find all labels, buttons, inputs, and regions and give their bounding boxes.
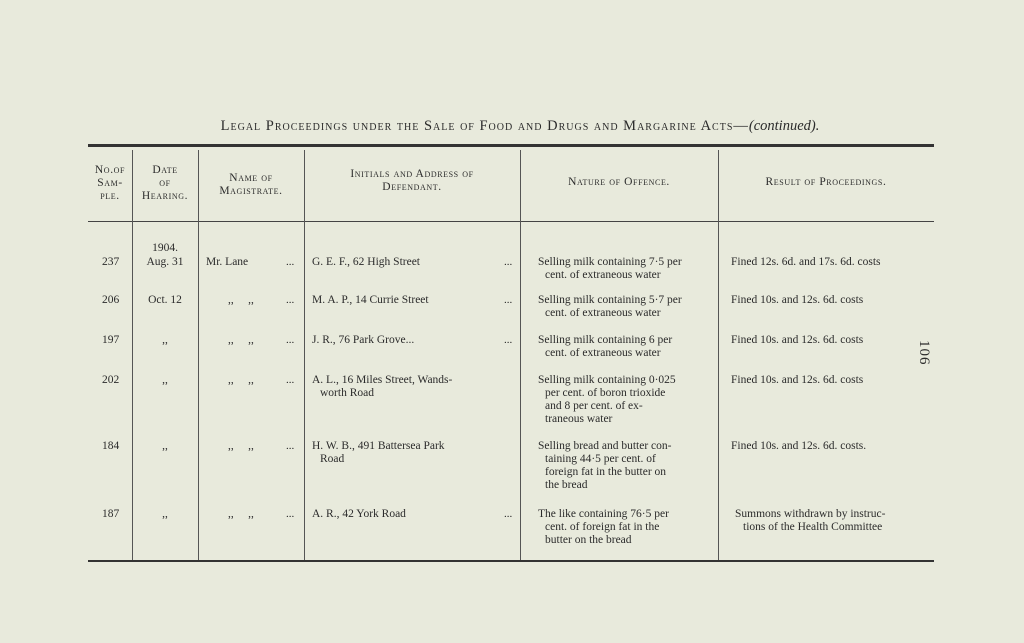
leader-dots: ... <box>504 294 513 306</box>
leader-dots: ... <box>286 334 295 346</box>
magistrate-name: Mr. Lane <box>206 256 249 268</box>
year-label: 1904. <box>152 242 178 254</box>
result-line: Fined 10s. and 12s. 6d. costs. <box>731 440 867 452</box>
header-magistrate <box>198 172 304 198</box>
offence-line: The like containing 76·5 per <box>538 508 669 520</box>
defendant-line: A. R., 42 York Road <box>312 508 406 520</box>
result-line: tions of the Health Committee <box>743 521 883 533</box>
hearing-date: ,, <box>162 334 168 346</box>
offence-line: cent. of extraneous water <box>545 347 661 359</box>
hearing-date: ,, <box>162 508 168 520</box>
defendant-line: A. L., 16 Miles Street, Wands- <box>312 374 453 386</box>
offence-line: butter on the bread <box>545 534 632 546</box>
header-sample <box>88 164 132 203</box>
leader-dots: ... <box>286 440 295 452</box>
header-sample-line: No.of <box>94 164 126 176</box>
offence-line: cent. of extraneous water <box>545 269 661 281</box>
page-number: 106 <box>916 340 932 366</box>
header-date-line: of <box>159 177 171 189</box>
hearing-date: Oct. 12 <box>148 294 182 306</box>
column-divider <box>198 150 199 560</box>
offence-line: Selling bread and butter con- <box>538 440 672 452</box>
proceedings-table <box>88 144 934 564</box>
defendant-line: worth Road <box>320 387 374 399</box>
offence-line: Selling milk containing 0·025 <box>538 374 676 386</box>
table-top-rule <box>88 144 934 147</box>
hearing-date: ,, <box>162 440 168 452</box>
offence-line: Selling milk containing 5·7 per <box>538 294 682 306</box>
leader-dots: ... <box>504 334 513 346</box>
sample-number: 197 <box>102 334 120 346</box>
leader-dots: ... <box>286 256 295 268</box>
leader-dots: ... <box>504 508 513 520</box>
magistrate-ditto: ,, ,, <box>228 508 254 520</box>
page-title <box>140 118 900 135</box>
offence-line: cent. of extraneous water <box>545 307 661 319</box>
offence-line: traneous water <box>545 413 613 425</box>
hearing-date: Aug. 31 <box>146 256 184 268</box>
sample-number: 237 <box>102 256 120 268</box>
offence-line: taining 44·5 per cent. of <box>545 453 656 465</box>
sample-number: 206 <box>102 294 120 306</box>
header-date-line: Hearing. <box>141 190 189 202</box>
header-defendant-line: Defendant. <box>382 181 442 193</box>
leader-dots: ... <box>286 508 295 520</box>
hearing-date: ,, <box>162 374 168 386</box>
leader-dots: ... <box>286 294 295 306</box>
header-date <box>132 164 198 203</box>
defendant-line: M. A. P., 14 Currie Street <box>312 294 429 306</box>
leader-dots: ... <box>286 374 295 386</box>
column-divider <box>718 150 719 560</box>
leader-dots: ... <box>504 256 513 268</box>
magistrate-ditto: ,, ,, <box>228 440 254 452</box>
defendant-line: H. W. B., 491 Battersea Park <box>312 440 445 452</box>
offence-line: per cent. of boron trioxide <box>545 387 666 399</box>
magistrate-ditto: ,, ,, <box>228 334 254 346</box>
title-continued: (continued). <box>748 118 820 134</box>
offence-line: and 8 per cent. of ex- <box>545 400 643 412</box>
offence-line: foreign fat in the butter on <box>545 466 667 478</box>
result-line: Summons withdrawn by instruc- <box>735 508 886 520</box>
header-defendant-line: Initials and Address of <box>350 168 474 180</box>
sample-number: 202 <box>102 374 120 386</box>
defendant-line: Road <box>320 453 345 465</box>
header-rule <box>88 221 934 222</box>
header-defendant <box>304 168 520 194</box>
header-date-line: Date <box>152 164 178 176</box>
result-line: Fined 10s. and 12s. 6d. costs <box>731 374 864 386</box>
column-divider <box>304 150 305 560</box>
header-result: Result of Proceedings. <box>765 176 887 188</box>
offence-line: the bread <box>545 479 588 491</box>
table-bottom-rule <box>88 560 934 562</box>
column-divider <box>520 150 521 560</box>
sample-number: 184 <box>102 440 120 452</box>
magistrate-ditto: ,, ,, <box>228 374 254 386</box>
header-magistrate-line: Name of <box>229 172 273 184</box>
defendant-line: J. R., 76 Park Grove... <box>312 334 415 346</box>
result-line: Fined 10s. and 12s. 6d. costs <box>731 294 864 306</box>
result-line: Fined 12s. 6d. and 17s. 6d. costs <box>731 256 881 268</box>
header-offence: Nature of Offence. <box>568 176 670 188</box>
result-line: Fined 10s. and 12s. 6d. costs <box>731 334 864 346</box>
defendant-line: G. E. F., 62 High Street <box>312 256 421 268</box>
offence-line: Selling milk containing 6 per <box>538 334 673 346</box>
magistrate-ditto: ,, ,, <box>228 294 254 306</box>
offence-line: Selling milk containing 7·5 per <box>538 256 682 268</box>
column-divider <box>132 150 133 560</box>
header-sample-line: ple. <box>100 190 120 202</box>
header-sample-line: Sam- <box>97 177 123 189</box>
sample-number: 187 <box>102 508 120 520</box>
title-main: Legal Proceedings under the Sale of Food and Drugs and Margarine Acts— <box>220 118 749 134</box>
header-magistrate-line: Magistrate. <box>219 185 283 197</box>
offence-line: cent. of foreign fat in the <box>545 521 660 533</box>
